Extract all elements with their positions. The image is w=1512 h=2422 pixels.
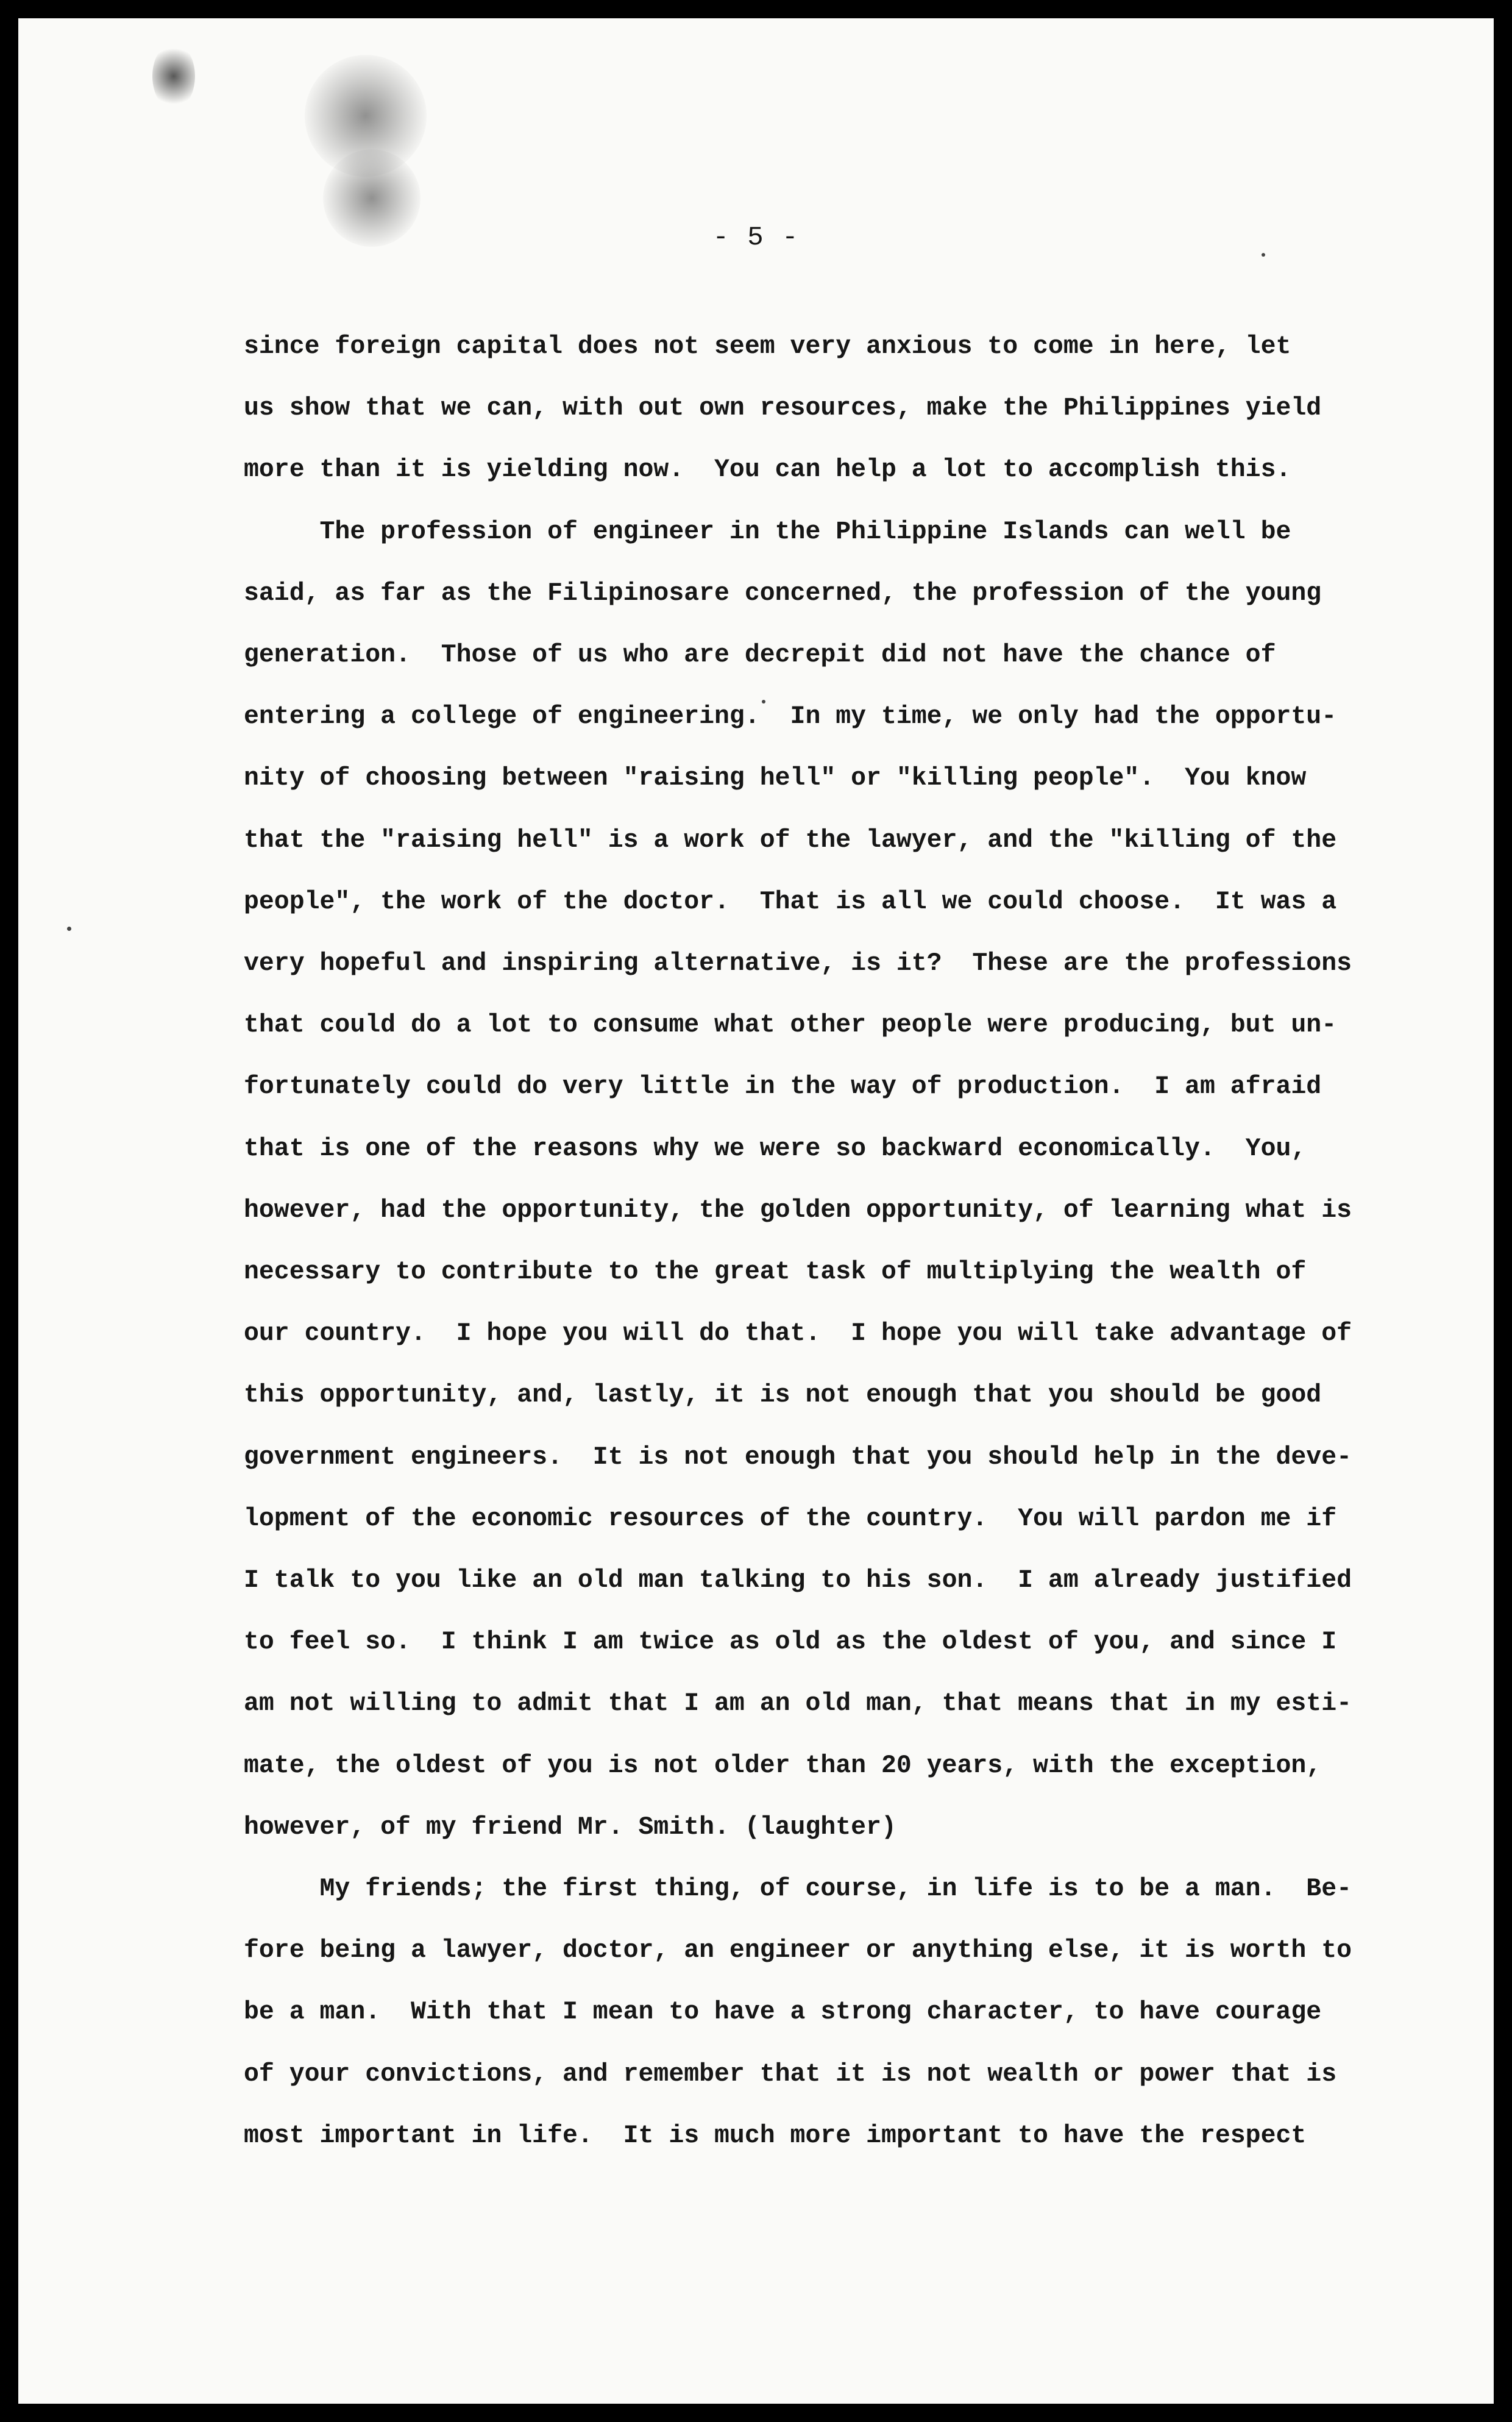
text-line: mate, the oldest of you is not older than 20 years, with the exception, xyxy=(244,1751,1322,1780)
text-line: to feel so. I think I am twice as old as the oldest of you, and since I xyxy=(244,1628,1337,1657)
text-line: The profession of engineer in the Philippine Islands can well be xyxy=(244,517,1291,546)
text-line: My friends; the first thing, of course, in life is to be a man. Be- xyxy=(244,1875,1352,1904)
text-line: that is one of the reasons why we were so backward economically. You, xyxy=(244,1134,1307,1163)
text-line: more than it is yielding now. You can help a lot to accomplish this. xyxy=(244,455,1291,485)
text-line: people", the work of the doctor. That is all we could choose. It was a xyxy=(244,887,1337,916)
text-line: fortunately could do very little in the way of production. I am afraid xyxy=(244,1072,1322,1102)
document-page xyxy=(18,18,1494,2404)
text-line: however, had the opportunity, the golden opportunity, of learning what is xyxy=(244,1195,1352,1225)
text-line: that the "raising hell" is a work of the lawyer, and the "killing of the xyxy=(244,825,1337,855)
text-line: fore being a lawyer, doctor, an engineer or anything else, it is worth to xyxy=(244,1936,1352,1965)
text-line: government engineers. It is not enough that you should help in the deve- xyxy=(244,1442,1352,1472)
text-line: said, as far as the Filipinosare concerned, the profession of the young xyxy=(244,579,1322,608)
text-line: that could do a lot to consume what other people were producing, but un- xyxy=(244,1011,1337,1040)
text-line: necessary to contribute to the great task of multiplying the wealth of xyxy=(244,1258,1307,1287)
text-line: entering a college of engineering. In my time, we only had the opportu- xyxy=(244,702,1337,732)
text-line: very hopeful and inspiring alternative, is it? These are the professions xyxy=(244,949,1352,978)
text-line: most important in life. It is much more important to have the respect xyxy=(244,2121,1307,2150)
text-line: of your convictions, and remember that it is not wealth or power that is xyxy=(244,2059,1337,2089)
ink-speck xyxy=(67,927,71,931)
text-line: nity of choosing between "raising hell" or "killing people". You know xyxy=(244,764,1307,793)
ink-speck xyxy=(1262,253,1265,257)
text-line: am not willing to admit that I am an old man, that means that in my esti- xyxy=(244,1689,1352,1719)
text-line: generation. Those of us who are decrepit did not have the chance of xyxy=(244,641,1276,670)
text-line: lopment of the economic resources of the country. You will pardon me if xyxy=(244,1504,1337,1533)
ink-smudge xyxy=(152,43,195,110)
text-line: however, of my friend Mr. Smith. (laughter) xyxy=(244,1812,896,1842)
body-text xyxy=(244,316,1390,2167)
text-line: since foreign capital does not seem very anxious to come in here, let xyxy=(244,332,1291,361)
text-line: be a man. With that I mean to have a strong character, to have courage xyxy=(244,1998,1322,2027)
text-line: our country. I hope you will do that. I hope you will take advantage of xyxy=(244,1319,1352,1348)
page-number: - 5 - xyxy=(712,223,800,253)
text-line: us show that we can, with out own resources, make the Philippines yield xyxy=(244,394,1322,423)
text-line: this opportunity, and, lastly, it is not enough that you should be good xyxy=(244,1381,1322,1410)
text-line: I talk to you like an old man talking to his son. I am already justified xyxy=(244,1566,1352,1595)
